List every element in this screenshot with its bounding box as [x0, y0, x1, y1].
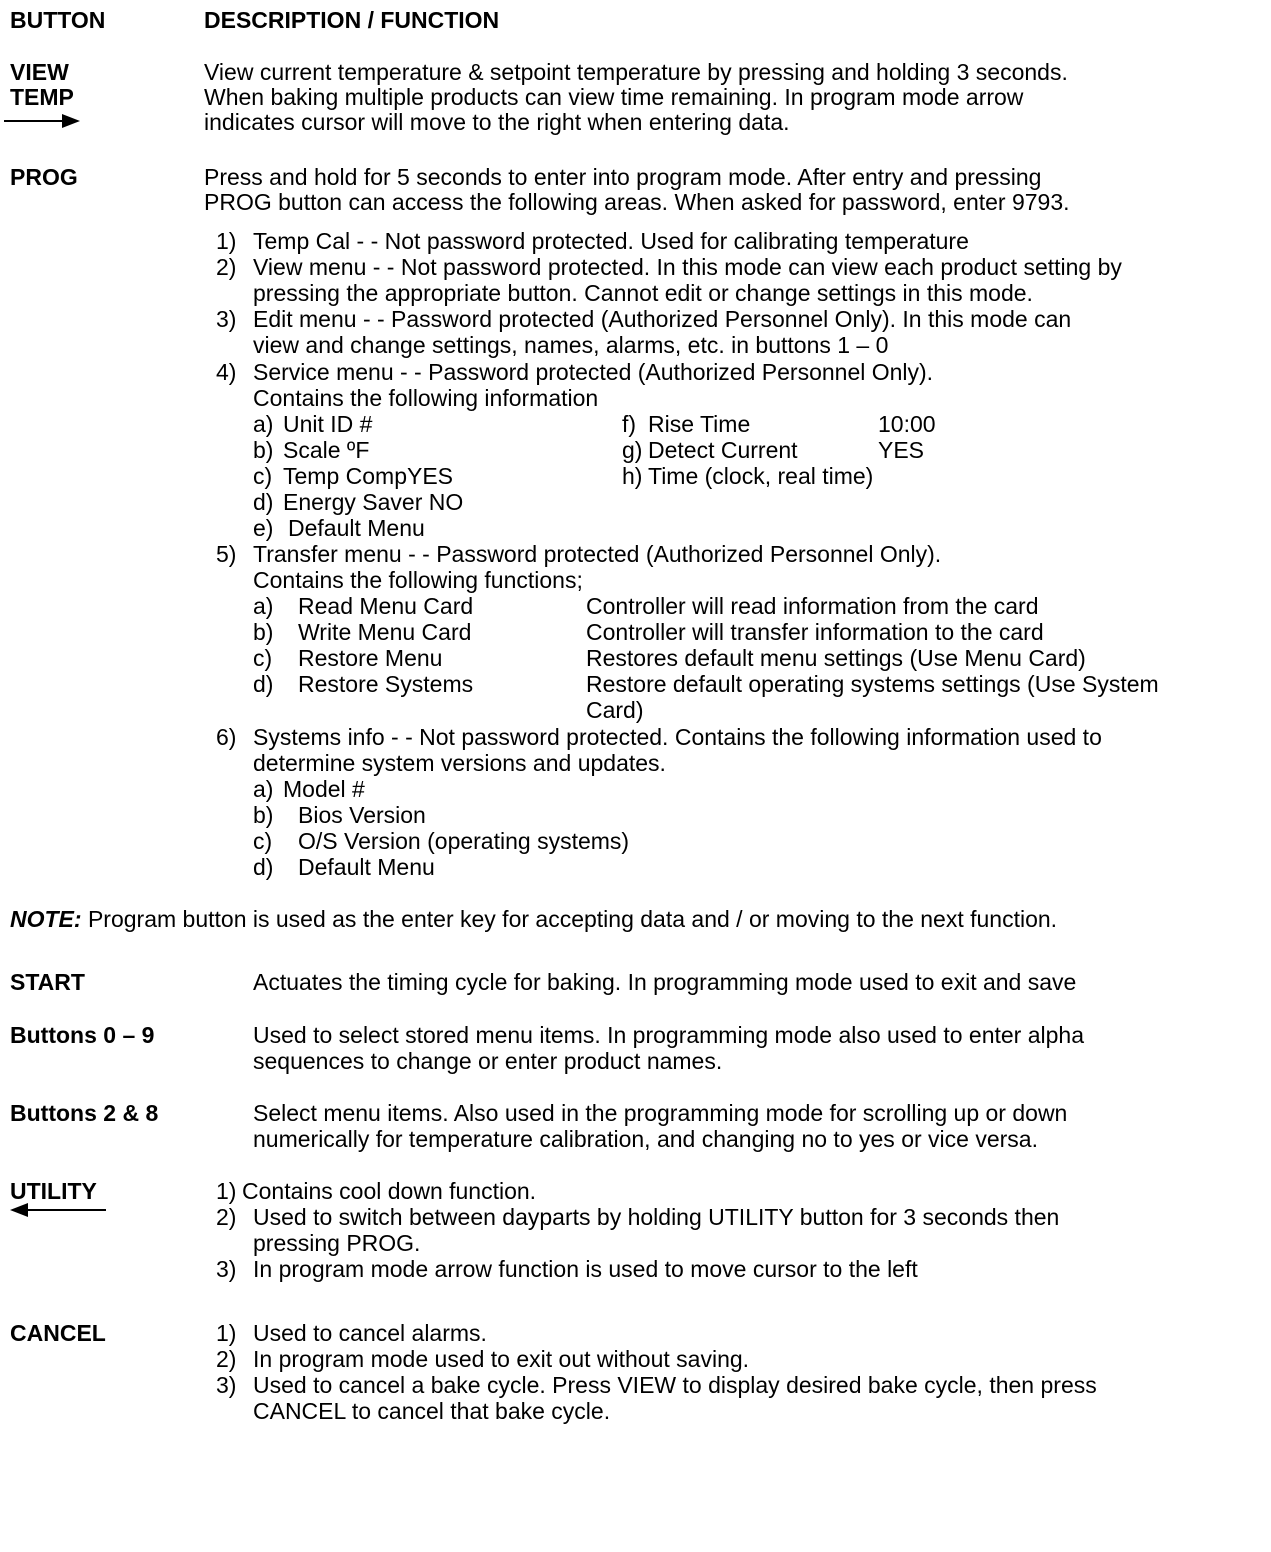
cancel-item-line: CANCEL to cancel that bake cycle. [253, 1398, 611, 1424]
prog-item-line: view and change settings, names, alarms, etc. in buttons 1 – 0 [253, 332, 889, 358]
utility-item-line: Used to switch between dayparts by holding UTILITY button for 3 seconds then [253, 1204, 1060, 1230]
note-text: Program button is used as the enter key for accepting data and / or moving to the next function. [81, 906, 1058, 932]
sub-item-text: Bios Version [298, 802, 426, 828]
buttons-0-9-desc-line: Used to select stored menu items. In programming mode also used to enter alpha [253, 1022, 1084, 1048]
prog-item-number: 3) [216, 306, 237, 332]
buttons-2-8-label: Buttons 2 & 8 [10, 1100, 159, 1126]
sub-item-letter: c) [253, 645, 273, 671]
prog-item-number: 4) [216, 359, 237, 385]
cancel-item-number: 3) [216, 1372, 237, 1398]
sub-item-letter: d) [253, 671, 274, 697]
sub-item-text: Rise Time [648, 411, 751, 437]
sub-item-text: Default Menu [288, 515, 425, 541]
sub-item-letter: c) [253, 463, 273, 489]
buttons-0-9-label: Buttons 0 – 9 [10, 1022, 155, 1048]
note-label: NOTE: [10, 906, 82, 932]
buttons-0-9-desc-line: sequences to change or enter product names. [253, 1048, 723, 1074]
cancel-item-number: 2) [216, 1346, 237, 1372]
sub-item-text: Detect Current [648, 437, 798, 463]
prog-label: PROG [10, 164, 78, 190]
cancel-item-line: Used to cancel alarms. [253, 1320, 487, 1346]
sub-item-text: Temp CompYES [283, 463, 454, 489]
buttons-2-8-desc-line: numerically for temperature calibration, and changing no to yes or vice versa. [253, 1126, 1038, 1152]
prog-item-line: Edit menu - - Password protected (Authorized Personnel Only). In this mode can [253, 306, 1072, 332]
view-temp-desc-line-3: indicates cursor will move to the right when entering data. [204, 109, 790, 135]
utility-item-number: 3) [216, 1256, 237, 1282]
buttons-2-8-desc-line: Select menu items. Also used in the programming mode for scrolling up or down [253, 1100, 1068, 1126]
sub-item-letter: d) [253, 854, 274, 880]
view-temp-label-2: TEMP [10, 84, 74, 110]
prog-item-number: 6) [216, 724, 237, 750]
prog-item-line: pressing the appropriate button. Cannot edit or change settings in this mode. [253, 280, 1033, 306]
view-temp-label-1: VIEW [10, 59, 69, 85]
sub-item-letter: a) [253, 411, 274, 437]
sub-item-letter: c) [253, 828, 273, 854]
sub-item-letter: b) [253, 437, 274, 463]
start-desc-line: Actuates the timing cycle for baking. In programming mode used to exit and save [253, 969, 1077, 995]
sub-item-letter: d) [253, 489, 274, 515]
prog-desc-line-2: PROG button can access the following areas. When asked for password, enter 9793. [204, 189, 1070, 215]
prog-item-line: Temp Cal - - Not password protected. Used for calibrating temperature [253, 228, 969, 254]
sub-item-letter: b) [253, 619, 274, 645]
prog-item-line: Systems info - - Not password protected. Contains the following information used to [253, 724, 1102, 750]
note [10, 906, 1057, 932]
utility-item-line: pressing PROG. [253, 1230, 421, 1256]
prog-item-line: Transfer menu - - Password protected (Authorized Personnel Only). [253, 541, 942, 567]
utility-label: UTILITY [10, 1178, 97, 1204]
sub-item-text: Model # [283, 776, 365, 802]
sub-item-description: Restores default menu settings (Use Menu Card) [586, 645, 1086, 671]
prog-item-line: determine system versions and updates. [253, 750, 666, 776]
header-description: DESCRIPTION / FUNCTION [204, 7, 500, 33]
sub-item-text: Time (clock, real time) [648, 463, 874, 489]
sub-item-letter: e) [253, 515, 274, 541]
sub-item-letter: a) [253, 593, 274, 619]
prog-desc-line-1: Press and hold for 5 seconds to enter into program mode. After entry and pressing [204, 164, 1042, 190]
prog-item-number: 2) [216, 254, 237, 280]
sub-item-text: Restore Systems [298, 671, 474, 697]
arrow-right-icon [4, 111, 80, 131]
start-label: START [10, 969, 85, 995]
view-temp-desc-line-1: View current temperature & setpoint temperature by pressing and holding 3 seconds. [204, 59, 1068, 85]
view-temp-desc-line-2: When baking multiple products can view time remaining. In program mode arrow [204, 84, 1024, 110]
cancel-item-line: In program mode used to exit out without saving. [253, 1346, 750, 1372]
sub-item-text: Unit ID # [283, 411, 373, 437]
prog-item-number: 1) [216, 228, 237, 254]
prog-item-line: View menu - - Not password protected. In this mode can view each product setting by [253, 254, 1122, 280]
sub-item-text: Energy Saver NO [283, 489, 464, 515]
sub-item-description: Card) [586, 697, 644, 723]
sub-item-text: Scale ºF [283, 437, 370, 463]
sub-item-text: Read Menu Card [298, 593, 474, 619]
utility-item-number: 1) [216, 1178, 237, 1204]
utility-item-line: Contains cool down function. [242, 1178, 537, 1204]
cancel-label: CANCEL [10, 1320, 106, 1346]
header-button: BUTTON [10, 7, 106, 33]
sub-item-description: Controller will read information from the card [586, 593, 1039, 619]
utility-item-line: In program mode arrow function is used to move cursor to the left [253, 1256, 918, 1282]
sub-item-description: Controller will transfer information to the card [586, 619, 1044, 645]
sub-item-text: Default Menu [298, 854, 435, 880]
sub-item-text: O/S Version (operating systems) [298, 828, 630, 854]
cancel-item-line: Used to cancel a bake cycle. Press VIEW to display desired bake cycle, then press [253, 1372, 1097, 1398]
utility-item-number: 2) [216, 1204, 237, 1230]
sub-item-letter: g) [622, 437, 643, 463]
prog-item-line: Service menu - - Password protected (Authorized Personnel Only). [253, 359, 934, 385]
arrow-left-icon [10, 1200, 110, 1220]
prog-item-line: Contains the following functions; [253, 567, 583, 593]
cancel-item-number: 1) [216, 1320, 237, 1346]
sub-item-value: 10:00 [878, 411, 936, 437]
sub-item-text: Write Menu Card [298, 619, 472, 645]
sub-item-letter: f) [622, 411, 637, 437]
sub-item-description: Restore default operating systems settings (Use System [586, 671, 1159, 697]
sub-item-letter: b) [253, 802, 274, 828]
sub-item-value: YES [878, 437, 925, 463]
prog-item-number: 5) [216, 541, 237, 567]
prog-item-line: Contains the following information [253, 385, 599, 411]
sub-item-letter: h) [622, 463, 643, 489]
sub-item-letter: a) [253, 776, 274, 802]
sub-item-text: Restore Menu [298, 645, 443, 671]
